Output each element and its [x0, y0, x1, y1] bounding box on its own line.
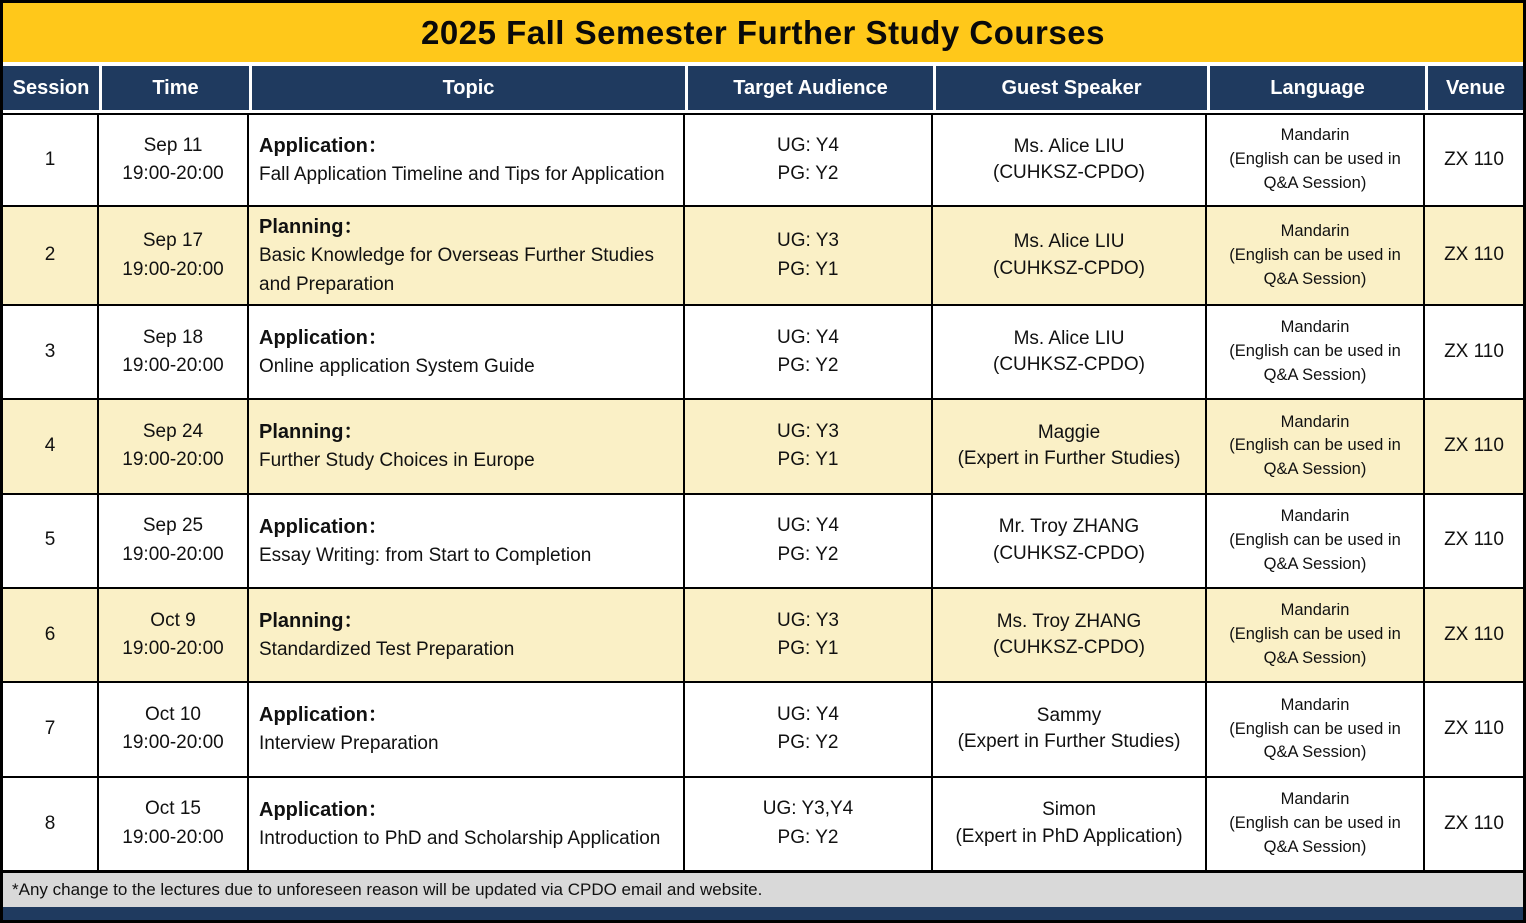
- topic-category: Application：: [259, 134, 388, 157]
- session-time: 19:00-20:00: [122, 258, 224, 280]
- column-header-session: Session: [3, 62, 99, 113]
- column-header-venue: Venue: [1425, 62, 1523, 113]
- venue-cell: ZX 110: [1425, 589, 1523, 683]
- speaker-affiliation: (CUHKSZ-CPDO): [993, 162, 1145, 184]
- audience-undergraduate: UG: Y3: [777, 420, 839, 442]
- topic-cell: [249, 207, 685, 306]
- table-row: [3, 778, 1523, 872]
- time-cell: [99, 683, 249, 777]
- speaker-name: Ms. Troy ZHANG: [996, 610, 1142, 632]
- audience-postgraduate: PG: Y2: [777, 163, 839, 185]
- language-note: (English can be used in Q&A Session): [1229, 342, 1401, 385]
- topic-title: Standardized Test Preparation: [259, 638, 515, 660]
- course-table-body: [3, 113, 1523, 872]
- session-date: Oct 10: [145, 703, 201, 725]
- session-cell: 8: [3, 778, 99, 872]
- session-cell: 4: [3, 400, 99, 494]
- session-date: Oct 15: [145, 798, 201, 820]
- topic-cell: [249, 495, 685, 589]
- column-header-language: Language: [1207, 62, 1425, 113]
- audience-undergraduate: UG: Y3,Y4: [762, 798, 854, 820]
- language-main: Mandarin: [1280, 695, 1350, 714]
- topic-title: Fall Application Timeline and Tips for Application: [259, 163, 665, 185]
- topic-category: Application：: [259, 326, 388, 349]
- session-date: Sep 18: [142, 326, 204, 348]
- column-header-guest-speaker: Guest Speaker: [933, 62, 1207, 113]
- venue-cell: ZX 110: [1425, 113, 1523, 207]
- speaker-name: Mr. Troy ZHANG: [998, 516, 1140, 538]
- venue-cell: ZX 110: [1425, 495, 1523, 589]
- topic-category: Planning：: [259, 609, 364, 632]
- header-row: [3, 62, 1523, 113]
- table-row: [3, 306, 1523, 400]
- audience-postgraduate: PG: Y1: [777, 449, 839, 471]
- target-audience-cell: [685, 306, 933, 400]
- footnote: [3, 872, 1523, 907]
- audience-undergraduate: UG: Y4: [777, 703, 839, 725]
- audience-postgraduate: PG: Y2: [777, 355, 839, 377]
- session-time: 19:00-20:00: [122, 826, 224, 848]
- language-note: (English can be used in Q&A Session): [1229, 150, 1401, 193]
- time-cell: [99, 400, 249, 494]
- speaker-name: Ms. Alice LIU: [1013, 327, 1125, 349]
- session-time: 19:00-20:00: [122, 163, 224, 185]
- session-time: 19:00-20:00: [122, 355, 224, 377]
- target-audience-cell: [685, 495, 933, 589]
- speaker-affiliation: (Expert in Further Studies): [957, 731, 1181, 753]
- target-audience-cell: [685, 683, 933, 777]
- topic-cell: [249, 400, 685, 494]
- guest-speaker-cell: [933, 113, 1207, 207]
- table-row: [3, 683, 1523, 777]
- language-note: (English can be used in Q&A Session): [1229, 436, 1401, 479]
- topic-title: Basic Knowledge for Overseas Further Studies and Preparation: [259, 245, 654, 295]
- language-main: Mandarin: [1280, 789, 1350, 808]
- target-audience-cell: [685, 778, 933, 872]
- venue-cell: ZX 110: [1425, 778, 1523, 872]
- audience-postgraduate: PG: Y2: [777, 543, 839, 565]
- session-date: Sep 24: [142, 420, 204, 442]
- topic-title: Introduction to PhD and Scholarship Application: [259, 827, 661, 849]
- topic-title: Interview Preparation: [259, 733, 439, 755]
- topic-cell: [249, 113, 685, 207]
- guest-speaker-cell: [933, 306, 1207, 400]
- course-table: [3, 62, 1523, 872]
- time-cell: [99, 207, 249, 306]
- session-cell: 6: [3, 589, 99, 683]
- audience-undergraduate: UG: Y3: [777, 230, 839, 252]
- topic-category: Application：: [259, 704, 388, 727]
- table-row: [3, 207, 1523, 306]
- audience-postgraduate: PG: Y2: [777, 732, 839, 754]
- language-main: Mandarin: [1280, 601, 1350, 620]
- table-row: [3, 400, 1523, 494]
- speaker-name: Maggie: [1037, 421, 1101, 443]
- language-note: (English can be used in Q&A Session): [1229, 813, 1401, 856]
- time-cell: [99, 495, 249, 589]
- session-time: 19:00-20:00: [122, 449, 224, 471]
- speaker-name: Ms. Alice LIU: [1013, 135, 1125, 157]
- speaker-affiliation: (CUHKSZ-CPDO): [993, 542, 1145, 564]
- speaker-name: Simon: [1042, 799, 1096, 821]
- language-cell: [1207, 207, 1425, 306]
- session-cell: 5: [3, 495, 99, 589]
- session-time: 19:00-20:00: [122, 638, 224, 660]
- audience-undergraduate: UG: Y4: [777, 515, 839, 537]
- language-note: (English can be used in Q&A Session): [1229, 625, 1401, 668]
- language-cell: [1207, 495, 1425, 589]
- time-cell: [99, 306, 249, 400]
- audience-undergraduate: UG: Y4: [777, 326, 839, 348]
- page-title: 2025 Fall Semester Further Study Courses: [421, 13, 1105, 51]
- column-header-target-audience: Target Audience: [685, 62, 933, 113]
- venue-cell: ZX 110: [1425, 683, 1523, 777]
- table-row: [3, 589, 1523, 683]
- column-header-topic: Topic: [249, 62, 685, 113]
- speaker-affiliation: (CUHKSZ-CPDO): [993, 257, 1145, 279]
- session-cell: 7: [3, 683, 99, 777]
- table-row: [3, 495, 1523, 589]
- speaker-affiliation: (Expert in Further Studies): [957, 448, 1181, 470]
- target-audience-cell: [685, 207, 933, 306]
- target-audience-cell: [685, 589, 933, 683]
- guest-speaker-cell: [933, 400, 1207, 494]
- session-date: Sep 25: [142, 515, 204, 537]
- session-date: Oct 9: [150, 609, 196, 631]
- language-main: Mandarin: [1280, 126, 1350, 145]
- topic-cell: [249, 778, 685, 872]
- venue-cell: ZX 110: [1425, 207, 1523, 306]
- speaker-affiliation: (CUHKSZ-CPDO): [993, 637, 1145, 659]
- session-cell: 3: [3, 306, 99, 400]
- column-header-time: Time: [99, 62, 249, 113]
- language-main: Mandarin: [1280, 506, 1350, 525]
- language-main: Mandarin: [1280, 318, 1350, 337]
- language-main: Mandarin: [1280, 412, 1350, 431]
- language-main: Mandarin: [1280, 221, 1350, 240]
- audience-postgraduate: PG: Y1: [777, 638, 839, 660]
- language-cell: [1207, 400, 1425, 494]
- language-note: (English can be used in Q&A Session): [1229, 245, 1401, 288]
- venue-cell: ZX 110: [1425, 306, 1523, 400]
- session-date: Sep 17: [142, 230, 204, 252]
- language-note: (English can be used in Q&A Session): [1229, 530, 1401, 573]
- speaker-affiliation: (Expert in PhD Application): [955, 825, 1183, 847]
- venue-cell: ZX 110: [1425, 400, 1523, 494]
- topic-category: Planning：: [259, 216, 364, 239]
- session-time: 19:00-20:00: [122, 543, 224, 565]
- language-cell: [1207, 113, 1425, 207]
- table-row: [3, 113, 1523, 207]
- audience-undergraduate: UG: Y3: [777, 609, 839, 631]
- guest-speaker-cell: [933, 207, 1207, 306]
- topic-cell: [249, 589, 685, 683]
- topic-cell: [249, 683, 685, 777]
- session-date: Sep 11: [143, 134, 203, 156]
- speaker-affiliation: (CUHKSZ-CPDO): [993, 354, 1145, 376]
- language-cell: [1207, 589, 1425, 683]
- audience-postgraduate: PG: Y1: [777, 258, 839, 280]
- session-cell: 1: [3, 113, 99, 207]
- table-header: [3, 62, 1523, 113]
- time-cell: [99, 589, 249, 683]
- language-cell: [1207, 778, 1425, 872]
- guest-speaker-cell: [933, 778, 1207, 872]
- language-cell: [1207, 683, 1425, 777]
- title-bar: [3, 3, 1523, 62]
- time-cell: [99, 113, 249, 207]
- target-audience-cell: [685, 113, 933, 207]
- topic-category: Planning：: [259, 421, 364, 444]
- topic-title: Further Study Choices in Europe: [259, 450, 535, 472]
- language-note: (English can be used in Q&A Session): [1229, 719, 1401, 762]
- session-time: 19:00-20:00: [122, 732, 224, 754]
- topic-category: Application：: [259, 515, 388, 538]
- guest-speaker-cell: [933, 589, 1207, 683]
- target-audience-cell: [685, 400, 933, 494]
- audience-postgraduate: PG: Y2: [777, 826, 839, 848]
- footnote-text: *Any change to the lectures due to unforeseen reason will be updated via CPDO email and website.: [12, 880, 763, 899]
- topic-category: Application：: [259, 798, 388, 821]
- session-cell: 2: [3, 207, 99, 306]
- speaker-name: Ms. Alice LIU: [1013, 231, 1125, 253]
- time-cell: [99, 778, 249, 872]
- guest-speaker-cell: [933, 495, 1207, 589]
- topic-title: Essay Writing: from Start to Completion: [259, 544, 592, 566]
- speaker-name: Sammy: [1036, 704, 1102, 726]
- guest-speaker-cell: [933, 683, 1207, 777]
- topic-cell: [249, 306, 685, 400]
- language-cell: [1207, 306, 1425, 400]
- bottom-accent-bar: [3, 907, 1523, 920]
- topic-title: Online application System Guide: [259, 355, 535, 377]
- audience-undergraduate: UG: Y4: [777, 134, 839, 156]
